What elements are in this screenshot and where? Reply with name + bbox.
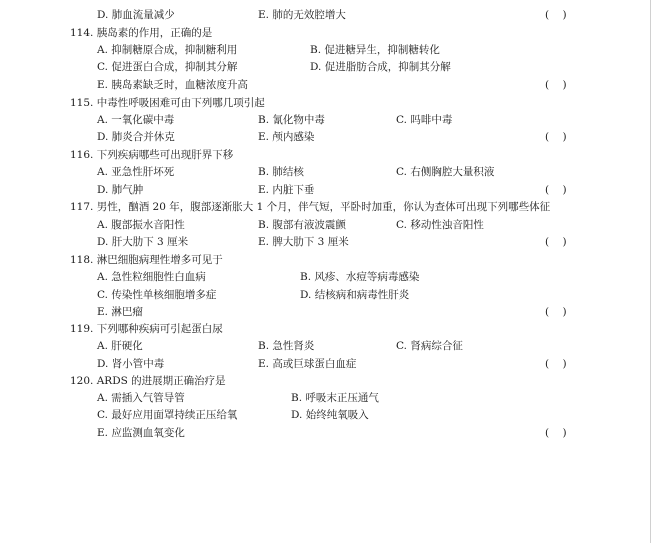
option-text: A. 急性粒细胞性白血病 <box>97 271 206 283</box>
option-text: C. 最好应用面罩持续正压给氧 <box>97 409 238 421</box>
option-text: C. 右侧胸腔大量积液 <box>396 166 495 178</box>
option-text: A. 肝硬化 <box>97 340 143 352</box>
question-stem <box>0 322 651 336</box>
option-row <box>0 408 651 422</box>
option-row <box>0 305 651 319</box>
answer-blank: ( ) <box>545 427 567 439</box>
option-text: D. 始终纯氧吸入 <box>291 409 369 421</box>
question-text: 115. 中毒性呼吸困难可由下列哪几项引起 <box>70 97 265 109</box>
option-row <box>0 113 651 127</box>
question-text: 118. 淋巴细胞病理性增多可见于 <box>70 254 223 266</box>
option-text: C. 传染性单核细胞增多症 <box>97 289 217 301</box>
answer-blank: ( ) <box>545 79 567 91</box>
question-stem <box>0 148 651 162</box>
option-text: C. 肾病综合征 <box>396 340 463 352</box>
option-row <box>0 183 651 197</box>
option-text: D. 肾小管中毒 <box>97 358 165 370</box>
question-stem <box>0 253 651 267</box>
option-text: B. 呼吸末正压通气 <box>291 392 379 404</box>
option-text: A. 抑制糖原合成，抑制糖利用 <box>97 44 238 56</box>
option-text: A. 亚急性肝坏死 <box>97 166 175 178</box>
answer-blank: ( ) <box>545 236 567 248</box>
option-text: E. 高或巨球蛋白血症 <box>258 358 357 370</box>
option-row <box>0 78 651 92</box>
option-text: B. 腹部有液波震颤 <box>258 219 346 231</box>
option-text: C. 移动性浊音阳性 <box>396 219 484 231</box>
option-text: A. 需插入气管导管 <box>97 392 185 404</box>
option-text: E. 肺的无效腔增大 <box>258 9 346 21</box>
option-text: E. 内脏下垂 <box>258 184 315 196</box>
question-stem <box>0 96 651 110</box>
option-row <box>0 60 651 74</box>
option-row <box>0 218 651 232</box>
question-stem <box>0 200 651 214</box>
question-text: 114. 胰岛素的作用，正确的是 <box>70 27 213 39</box>
option-text: D. 促进脂肪合成，抑制其分解 <box>310 61 451 73</box>
option-text: B. 促进糖异生，抑制糖转化 <box>310 44 440 56</box>
question-stem <box>0 26 651 40</box>
question-text: 117. 男性，酗酒 20 年，腹部逐渐胀大 1 个月，伴气短，平卧时加重，你认为查体可出现下列哪些体征 <box>70 201 551 213</box>
option-row <box>0 165 651 179</box>
option-text: D. 肺血流量减少 <box>97 9 175 21</box>
option-text: C. 吗啡中毒 <box>396 114 453 126</box>
option-text: E. 淋巴瘤 <box>97 306 143 318</box>
answer-blank: ( ) <box>545 184 567 196</box>
option-row <box>0 43 651 57</box>
option-row <box>0 8 651 22</box>
option-text: D. 肺气肿 <box>97 184 144 196</box>
option-text: D. 肝大肋下 3 厘米 <box>97 236 189 248</box>
option-row <box>0 288 651 302</box>
option-text: A. 腹部振水音阳性 <box>97 219 185 231</box>
option-text: B. 急性肾炎 <box>258 340 315 352</box>
option-text: E. 脾大肋下 3 厘米 <box>258 236 349 248</box>
option-row <box>0 270 651 284</box>
answer-blank: ( ) <box>545 131 567 143</box>
question-stem <box>0 374 651 388</box>
option-row <box>0 426 651 440</box>
option-text: E. 应监测血氧变化 <box>97 427 185 439</box>
option-text: E. 胰岛素缺乏时，血糖浓度升高 <box>97 79 248 91</box>
option-text: B. 氰化物中毒 <box>258 114 325 126</box>
option-text: D. 结核病和病毒性肝炎 <box>300 289 410 301</box>
answer-blank: ( ) <box>545 358 567 370</box>
option-text: A. 一氧化碳中毒 <box>97 114 175 126</box>
option-row <box>0 339 651 353</box>
option-text: B. 风疹、水痘等病毒感染 <box>300 271 420 283</box>
option-row <box>0 235 651 249</box>
option-row <box>0 130 651 144</box>
question-text: 119. 下列哪种疾病可引起蛋白尿 <box>70 323 223 335</box>
answer-blank: ( ) <box>545 306 567 318</box>
option-text: D. 肺炎合并休克 <box>97 131 175 143</box>
option-text: E. 颅内感染 <box>258 131 315 143</box>
option-row <box>0 391 651 405</box>
option-row <box>0 357 651 371</box>
option-text: B. 肺结核 <box>258 166 304 178</box>
question-text: 120. ARDS 的进展期正确治疗是 <box>70 375 226 387</box>
question-text: 116. 下列疾病哪些可出现肝界下移 <box>70 149 234 161</box>
option-text: C. 促进蛋白合成，抑制其分解 <box>97 61 238 73</box>
answer-blank: ( ) <box>545 9 567 21</box>
